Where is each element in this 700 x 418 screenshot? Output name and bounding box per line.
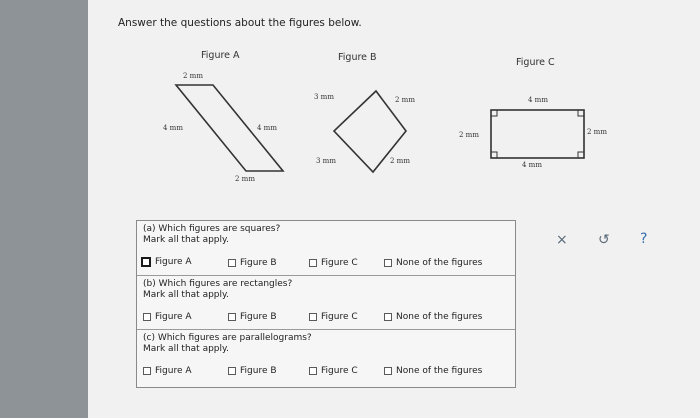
question-a [137, 221, 515, 277]
question-b-option-figure-b[interactable]: Figure B [228, 312, 277, 322]
question-b-option-figure-a[interactable]: Figure A [143, 312, 192, 322]
checkbox-icon[interactable] [228, 313, 236, 321]
clear-icon[interactable]: × [556, 232, 568, 248]
question-c-sub: Mark all that apply. [143, 344, 229, 354]
figure-c-right-label: 2 mm [587, 128, 607, 136]
question-c-prompt: (c) Which figures are parallelograms? [143, 333, 312, 343]
right-angle-mark [491, 110, 497, 116]
checkbox-icon[interactable] [141, 257, 151, 267]
question-a-option-figure-a[interactable]: Figure A [141, 257, 192, 267]
question-b-option-figure-c[interactable]: Figure C [309, 312, 358, 322]
checkbox-icon[interactable] [309, 367, 317, 375]
figure-a-top-label: 2 mm [183, 72, 203, 80]
right-angle-mark [578, 110, 584, 116]
checkbox-icon[interactable] [143, 367, 151, 375]
question-b-option-none[interactable]: None of the figures [384, 312, 482, 322]
undo-icon[interactable]: ↺ [598, 232, 610, 248]
question-b [137, 275, 515, 331]
question-c-option-none[interactable]: None of the figures [384, 366, 482, 376]
figure-b-bottom-right-label: 2 mm [390, 157, 410, 165]
help-icon[interactable]: ? [640, 231, 648, 247]
question-b-sub: Mark all that apply. [143, 290, 229, 300]
question-a-sub: Mark all that apply. [143, 235, 229, 245]
figure-c-top-label: 4 mm [528, 96, 548, 104]
right-angle-mark [578, 152, 584, 158]
figure-c-title: Figure C [516, 57, 555, 68]
question-c [137, 329, 515, 387]
checkbox-icon[interactable] [384, 259, 392, 267]
figure-b-top-left-label: 3 mm [314, 93, 334, 101]
figure-a-left-label: 4 mm [163, 124, 183, 132]
checkbox-icon[interactable] [384, 367, 392, 375]
checkbox-icon[interactable] [228, 367, 236, 375]
question-c-option-figure-b[interactable]: Figure B [228, 366, 277, 376]
question-b-prompt: (b) Which figures are rectangles? [143, 279, 293, 289]
figure-c-bottom-label: 4 mm [522, 161, 542, 169]
question-a-prompt: (a) Which figures are squares? [143, 224, 281, 234]
figure-c-left-label: 2 mm [459, 131, 479, 139]
right-angle-mark [491, 152, 497, 158]
checkbox-icon[interactable] [309, 313, 317, 321]
checkbox-icon[interactable] [384, 313, 392, 321]
figure-b-title: Figure B [338, 52, 377, 63]
checkbox-icon[interactable] [309, 259, 317, 267]
checkbox-icon[interactable] [228, 259, 236, 267]
checkbox-icon[interactable] [143, 313, 151, 321]
instruction-text: Answer the questions about the figures below. [118, 17, 362, 29]
question-panel [136, 220, 516, 388]
question-a-option-none[interactable]: None of the figures [384, 258, 482, 268]
question-c-option-figure-a[interactable]: Figure A [143, 366, 192, 376]
figure-a-right-label: 4 mm [257, 124, 277, 132]
figure-b-bottom-left-label: 3 mm [316, 157, 336, 165]
question-c-option-figure-c[interactable]: Figure C [309, 366, 358, 376]
figure-c-shape [491, 110, 584, 158]
question-a-option-figure-b[interactable]: Figure B [228, 258, 277, 268]
figure-a-bottom-label: 2 mm [235, 175, 255, 183]
figure-a-title: Figure A [201, 50, 240, 61]
question-a-option-figure-c[interactable]: Figure C [309, 258, 358, 268]
figure-b-top-right-label: 2 mm [395, 96, 415, 104]
